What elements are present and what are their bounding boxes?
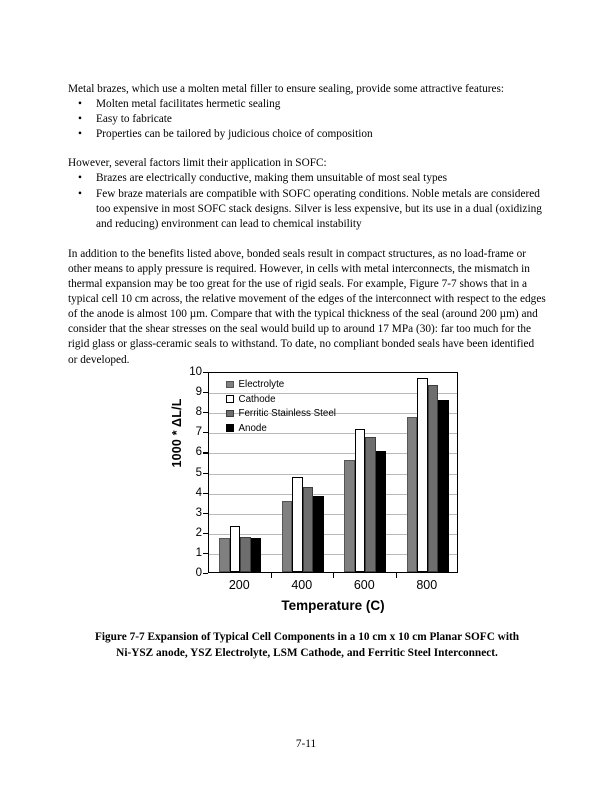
figure-caption-line-1: Figure 7-7 Expansion of Typical Cell Components in a 10 cm x 10 cm Planar SOFC with xyxy=(94,631,520,643)
y-tick-label: 0 xyxy=(195,567,202,579)
limits-bullet-list xyxy=(68,171,546,231)
x-tick-label: 800 xyxy=(416,578,438,592)
features-bullet-list xyxy=(68,97,546,142)
feature-bullet-item xyxy=(68,97,546,112)
bullet-dot-icon: • xyxy=(78,187,82,200)
legend-item-anode xyxy=(226,422,376,437)
limit-bullet-item xyxy=(68,187,546,232)
limit-bullet-item xyxy=(68,171,546,186)
y-tick-label: 5 xyxy=(195,466,202,479)
legend-item-electrolyte xyxy=(226,378,376,393)
bar-anode-600 xyxy=(376,451,387,572)
x-tick-label: 600 xyxy=(353,578,375,592)
bar-ferritic-stainless-steel-800 xyxy=(428,385,439,572)
bar-cathode-800 xyxy=(417,378,428,572)
figure-caption-line-2: Ni-YSZ anode, YSZ Electrolyte, LSM Cathode, and Ferritic Steel Interconnect. xyxy=(116,646,498,659)
legend-item-cathode xyxy=(226,393,376,408)
chart-x-axis-label: Temperature (C) xyxy=(281,598,385,613)
limit-bullet-text: Few braze materials are compatible with SOFC operating conditions. Noble metals are considered too expensive in most SOFC stack designs. Silver is less expensive, but its use in a dual (oxidizing and reducing) environment can lead to chemical instability xyxy=(96,187,542,230)
feature-bullet-item xyxy=(68,112,546,127)
y-tick-label: 1 xyxy=(195,546,202,559)
y-tick-label: 10 xyxy=(189,366,202,378)
y-tick-label: 6 xyxy=(195,446,202,459)
bar-anode-200 xyxy=(251,538,262,572)
legend-swatch-icon xyxy=(226,381,234,389)
closing-paragraph: In addition to the benefits listed above, bonded seals result in compact structures, as no load-frame or other means to apply pressure is required. However, in cells with metal interconnects, the mismatch in thermal expansion may be too great for the use of rigid seals. For example, Figure 7-7 shows that in a typical cell 10 cm across, the relative movement of the edges of the interconnect with respect to the edges of the anode is almost 100 µm. Compare that with the typical thickness of the seal (around 200 µm) and consider that the shear stresses on the seal would build up to around 17 MPa (30): far too much for the rigid glass or glass-ceramic seals to withstand. To date, no compliant bonded seals have been identified or developed. xyxy=(68,247,546,366)
feature-bullet-text: Properties can be tailored by judicious choice of composition xyxy=(96,128,373,141)
bar-cathode-600 xyxy=(355,429,366,572)
bar-electrolyte-600 xyxy=(344,460,355,572)
page-body-text xyxy=(68,82,546,368)
bar-cathode-400 xyxy=(292,477,303,572)
paragraph-spacer-2 xyxy=(68,232,546,247)
bar-ferritic-stainless-steel-200 xyxy=(240,537,251,572)
legend-swatch-icon xyxy=(226,410,234,418)
legend-label: Electrolyte xyxy=(238,379,285,390)
feature-bullet-item xyxy=(68,127,546,142)
y-tick-label: 4 xyxy=(195,486,202,499)
feature-bullet-text: Easy to fabricate xyxy=(96,113,172,126)
y-tick-label: 7 xyxy=(195,426,202,439)
chart-y-axis-label: 1000 * ΔL/L xyxy=(170,398,184,468)
y-tick-label-column xyxy=(176,366,202,579)
bar-anode-800 xyxy=(438,400,449,572)
legend-label: Cathode xyxy=(238,393,276,405)
bullet-dot-icon: • xyxy=(78,172,82,185)
bar-electrolyte-400 xyxy=(282,501,293,572)
legend-item-ferritic-stainless-steel xyxy=(226,407,376,422)
bar-ferritic-stainless-steel-400 xyxy=(303,487,314,572)
y-tick-mark xyxy=(203,573,208,574)
bar-electrolyte-800 xyxy=(407,417,418,572)
figure-7-7 xyxy=(68,366,546,626)
legend-label: Anode xyxy=(238,422,267,434)
bar-electrolyte-200 xyxy=(219,538,230,572)
feature-bullet-text: Molten metal facilitates hermetic sealing xyxy=(96,98,281,111)
x-tick-label: 200 xyxy=(228,578,250,592)
bar-anode-400 xyxy=(313,496,324,572)
y-tick-label: 8 xyxy=(195,406,202,419)
x-tick-label: 400 xyxy=(291,578,313,592)
limits-paragraph: However, several factors limit their application in SOFC: xyxy=(68,157,327,170)
bullet-dot-icon: • xyxy=(78,98,82,111)
bullet-dot-icon: • xyxy=(78,128,82,141)
chart-legend xyxy=(226,378,376,436)
x-tick-labels xyxy=(208,578,458,594)
y-tick-label: 3 xyxy=(195,506,202,519)
y-tick-label: 2 xyxy=(195,526,202,539)
bar-ferritic-stainless-steel-600 xyxy=(365,437,376,572)
legend-swatch-icon xyxy=(226,395,234,403)
bar-chart xyxy=(130,366,480,624)
y-tick-label: 9 xyxy=(195,386,202,399)
legend-label: Ferritic Stainless Steel xyxy=(238,408,336,419)
bar-cathode-200 xyxy=(230,526,241,572)
limit-bullet-text: Brazes are electrically conductive, making them unsuitable of most seal types xyxy=(96,172,448,185)
bullet-dot-icon: • xyxy=(78,113,82,126)
page-number: 7-11 xyxy=(295,738,317,750)
legend-swatch-icon xyxy=(226,424,234,432)
figure-caption xyxy=(68,630,546,661)
intro-paragraph: Metal brazes, which use a molten metal filler to ensure sealing, provide some attractive features: xyxy=(68,83,505,95)
paragraph-spacer xyxy=(68,142,546,156)
